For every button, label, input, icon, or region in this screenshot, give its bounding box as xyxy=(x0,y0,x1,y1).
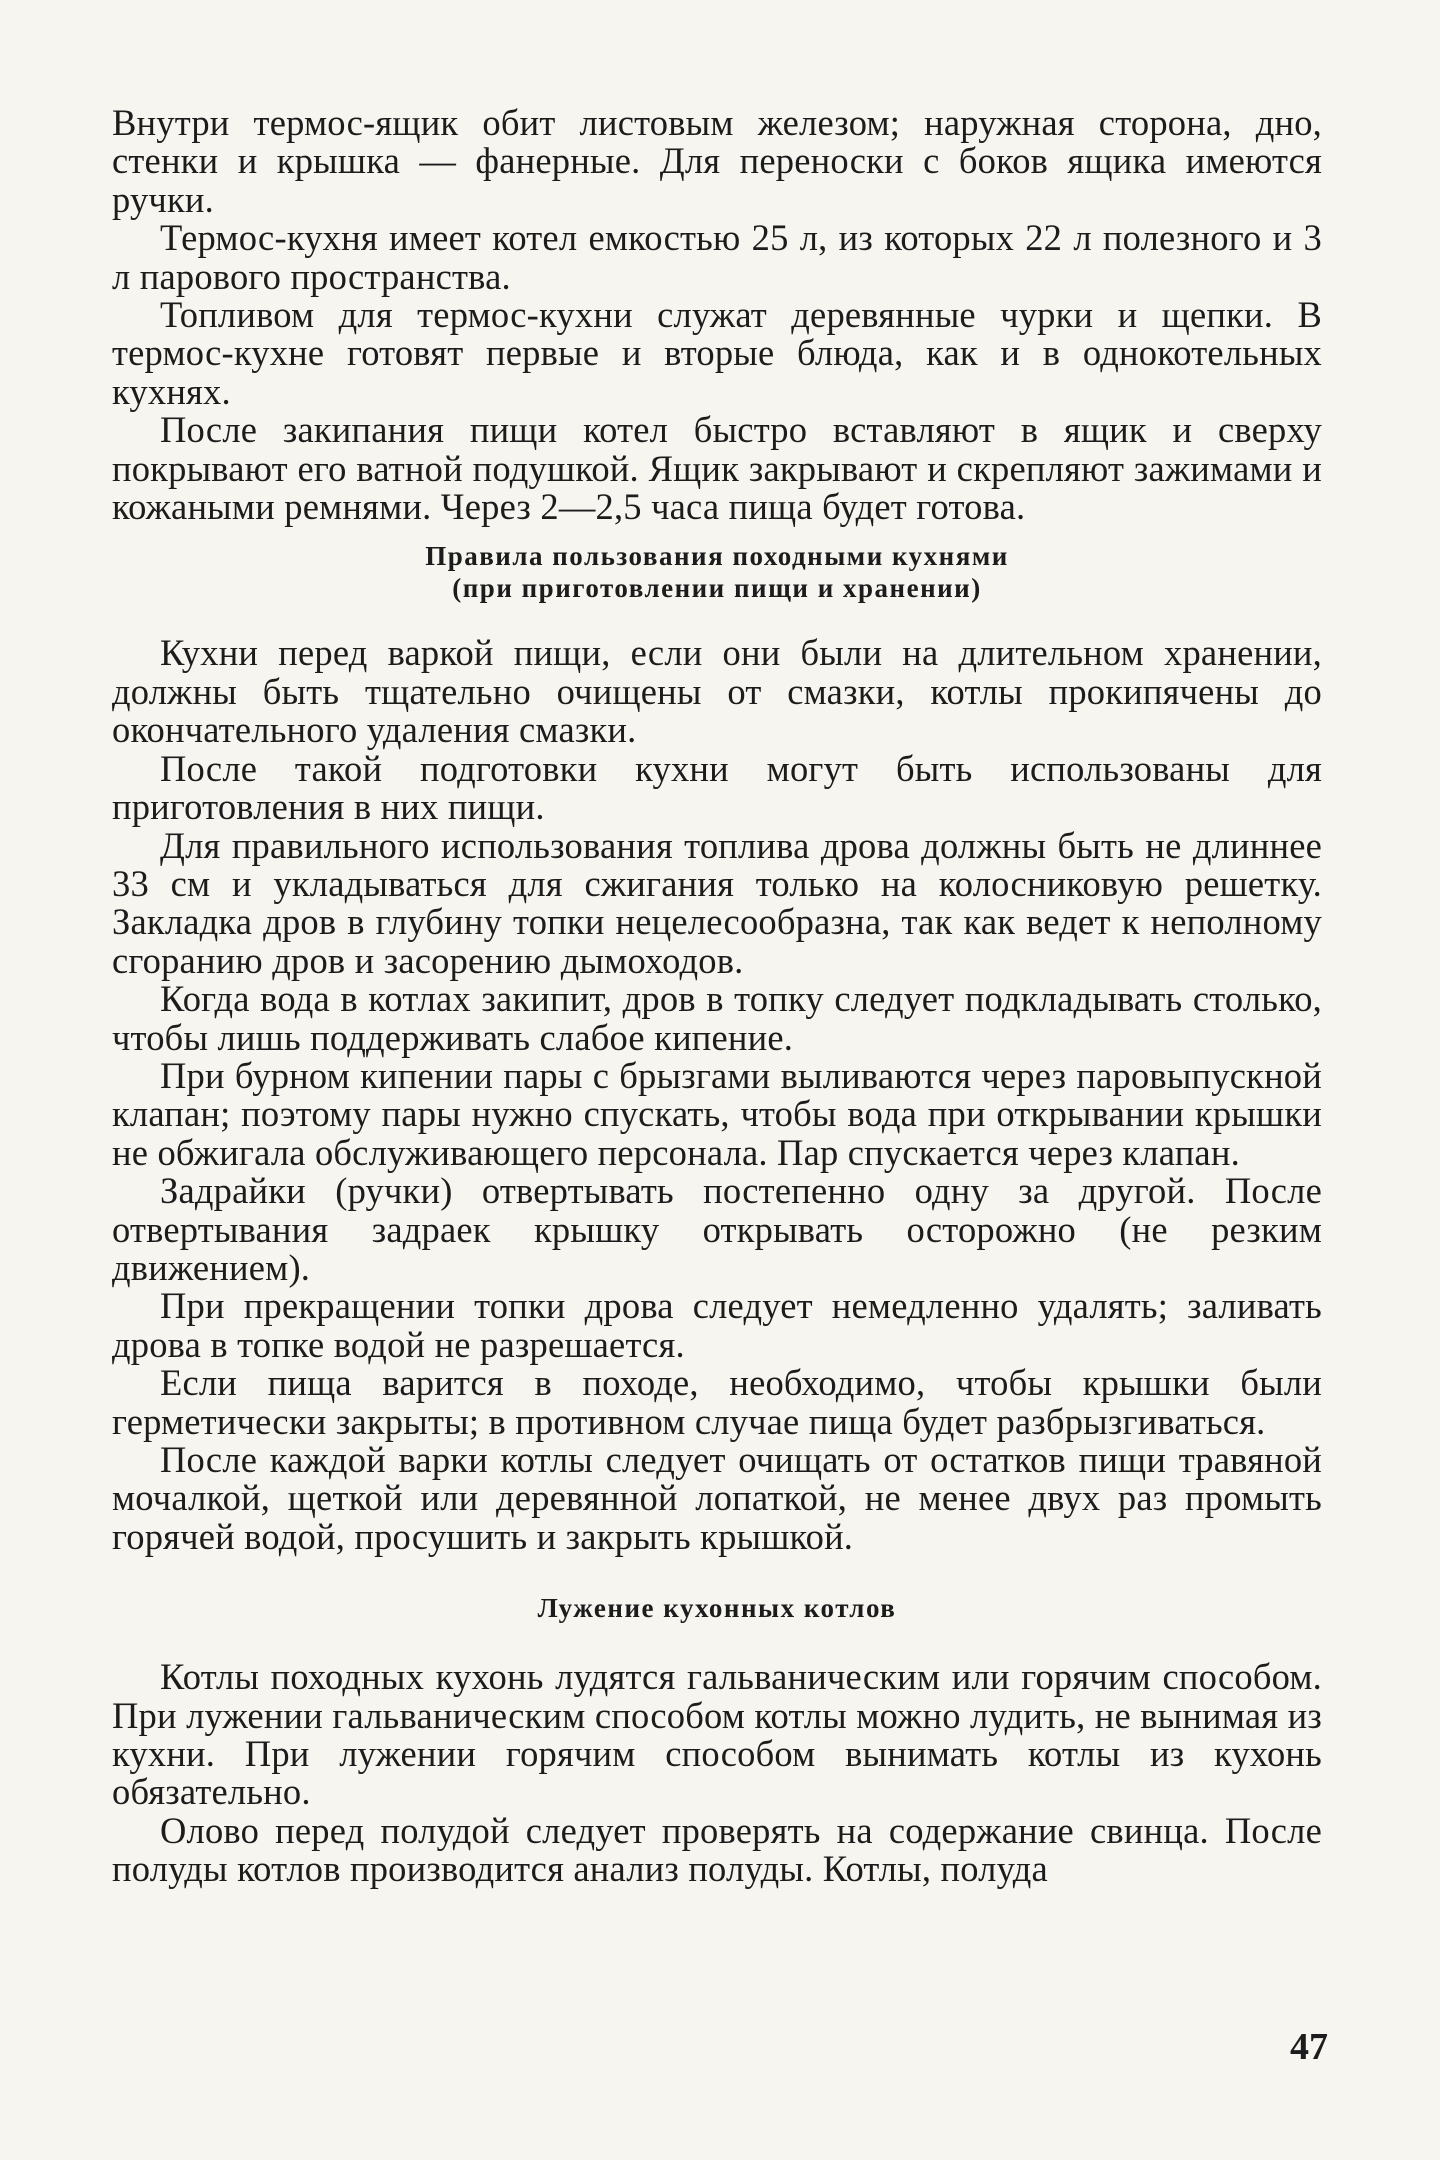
tinning-section xyxy=(112,1592,1322,1888)
paragraph: Когда вода в котлах закипит, дров в топку следует подкладывать столько, чтобы лишь поддерживать слабое кипение. xyxy=(112,978,1322,1058)
paragraph: Для правильного использования топлива дрова должны быть не длиннее 33 см и укладываться для сжигания только на колосниковую решетку. Закладка дров в глубину топки нецелесообразна, так как ведет к неполному сгоранию дров и засорению дымоходов. xyxy=(112,824,1322,981)
paragraph: Кухни перед варкой пищи, если они были на длительном хранении, должны быть тщательно очищены от смазки, котлы прокипячены до окончательного удаления смазки. xyxy=(112,632,1322,751)
page-number: 47 xyxy=(1290,2026,1328,2068)
paragraph: После каждой варки котлы следует очищать от остатков пищи травяной мочалкой, щеткой или деревянной лопаткой, не менее двух раз промыть горячей водой, просушить и закрыть крышкой. xyxy=(112,1439,1322,1557)
paragraph: Если пища варится в походе, необходимо, чтобы крышки были герметически закрыты; в противном случае пища будет разбрызгиваться. xyxy=(112,1362,1322,1442)
paragraph: Олово перед полудой следует проверять на содержание свинца. После полуды котлов производится анализ полуды. Котлы, полуда xyxy=(112,1809,1322,1890)
paragraph: Термос-кухня имеет котел емкостью 25 л, из которых 22 л полезного и 3 л парового пространства. xyxy=(112,217,1322,297)
paragraph: После закипания пищи котел быстро вставляют в ящик и сверху покрывают его ватной подушкой. Ящик закрывают и скрепляют зажимами и кожаными ремнями. Через 2—2,5 часа пища будет готова. xyxy=(112,409,1322,528)
section-heading: Лужение кухонных котлов xyxy=(537,1593,897,1624)
paragraph: При бурном кипении пары с брызгами выливаются через паровыпускной клапан; поэтому пары нужно спускать, чтобы вода при открывании крышки не обжигала обслуживающего персонала. Пар спускается через клапан. xyxy=(112,1054,1322,1173)
paragraph: Внутри термос-ящик обит листовым железом; наружная сторона, дно, стенки и крышка — фанерные. Для переноски с боков ящика имеются ручки. xyxy=(112,102,1322,220)
section-heading-line: Правила пользования походными кухнями xyxy=(425,541,1009,572)
section-heading-line: (при приготовлении пищи и хранении) xyxy=(452,573,982,604)
paragraph: Котлы походных кухонь лудятся гальваническим или горячим способом. При лужении гальваническим способом котлы можно лудить, не вынимая из кухни. При лужении горячим способом вынимать котлы из кухонь обязательно. xyxy=(112,1656,1322,1813)
rules-section xyxy=(112,540,1322,1556)
intro-section xyxy=(112,104,1322,526)
paragraph: Задрайки (ручки) отвертывать постепенно одну за другой. После отвертывания задраек крышку открывать осторожно (не резким движением). xyxy=(112,1170,1322,1288)
book-page xyxy=(112,104,1322,2104)
paragraph: После такой подготовки кухни могут быть использованы для приготовления в них пищи. xyxy=(112,747,1322,828)
paragraph: При прекращении топки дрова следует немедленно удалять; заливать дрова в топке водой не разрешается. xyxy=(112,1285,1322,1365)
section-heading xyxy=(112,540,1322,604)
paragraph: Топливом для термос-кухни служат деревянные чурки и щепки. В термос-кухне готовят первые и вторые блюда, как и в однокотельных кухнях. xyxy=(112,294,1322,412)
